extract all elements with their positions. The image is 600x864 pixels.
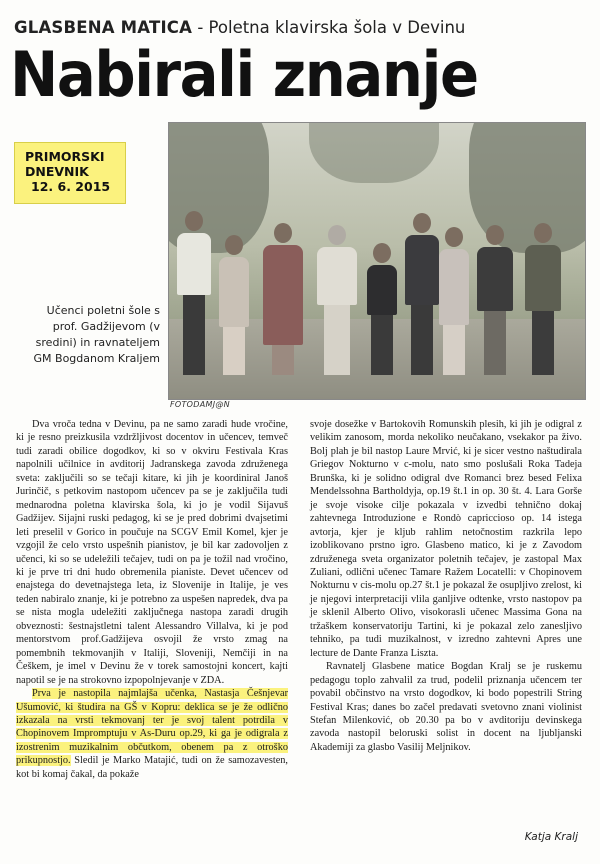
headline: Nabirali znanje — [10, 38, 478, 111]
kicker-line — [14, 18, 465, 37]
source-stamp — [14, 142, 126, 204]
article-author: Katja Kralj — [524, 831, 578, 843]
article-paragraph: Dva vroča tedna v Devinu, pa ne samo zaradi hude vročine, ki je resno preizkusila vzdržljivost docentov in učencev, temveč tudi zaradi obilice dogodkov, ki so v okviru Festivala Kras napolnili učilnice in avditorij Jadranskega zavoda združenega sveta: zaključili so se tečaji kitare, ki jih je koordiniral Janoš Jurinčič, s petkovim nastopom učencev pa se je zaključila tudi mednarodna poletna klavirska šola, ki jo je vodil Sijavuš Gadžijev. Sijajni ruski pedagog, ki se je pred dobrimi dvajsetimi leti preselil v Gorico in poučuje na SCGV Emil Komel, kjer je vzgojil že celo vrsto uspešnih pianistov, je bil kar zadovoljen z učenci, ki so se udeležili tečajev, tudi on pa je tožil nad vročino, ki je prve tri dni hudo obremenila pianiste. Devet učencev od enajstega do devetnajstega leta, iz Slovenije in Italije, je ves teden nabiralo znanje, ki je potrebno za uspešen napredek, dva pa se nista mogla udeležiti zaključnega nastopa zaradi drugih obveznosti: šestnajstletni talent Alessandro Villalva, ki je pod mentorstvom prof.Gadžijeva osvojil že vrsto zmag na pomembnih tekmovanjih v Italiji, Sloveniji, Nemčiji in na Češkem, je imel v Devinu že v torek samostojni koncert, kajti napotil se je na strokovno izpopolnjevanje v ZDA. — [16, 419, 288, 686]
group-photo — [168, 122, 586, 400]
stamp-line2: DNEVNIK — [25, 164, 89, 179]
article-column-right — [310, 418, 582, 754]
article-paragraph — [16, 687, 288, 781]
photo-credit: FOTODAMJ@N — [170, 400, 230, 409]
article-paragraph: svoje dosežke v Bartokovih Romunskih plesih, ki jih je odigral z velikim zanosom, morda nekoliko neučakano, vsekakor pa živo. Bolj plah je bil nastop Laure Mrvić, ki je sicer vestno naštudirala Griegov Nokturno v c-molu, nato smo poslušali Roka Tadeja Brunška, ki je solidno odigral dve Romanci brez besed Felixa Mendelssohna Bartholdyja, op.19 št.1 in op. 30 št. 4. Lara Goršе je svoje visoke cilje pokazala v izvedbi tehnično dokaj zahtevnega Introduzione e Rondò capriccioso op. 14 istega avtorja, kjer je kljub rahlim netočnostim razkrila lepo izoblikovano prstno igro. Glasbeno matico, ki je z Zavodom združenega sveta organizator poletnih tečajev, je zastopal Max Zuliani, odlični učenec Tamare Ražem Locatelli: v Chopinovem Nokturnu v cis-molu op.27 št.1 je pokazal že osupljivo zrelost, ki je njegovi interpretaciji vlila ganljive odtenke, vrsto nastopov pa je sklenil Alberto Olivo, visokorasli učenec Massima Gona na tržaškem konservatoriju Tartini, ki je pokazal zelo zanesljivo tehniko, pa tudi muzikalnost, v izredno zahtevni Apres une lecture de Dante Franza Liszta. — [310, 419, 582, 659]
highlighted-text: Prva je nastopila najmlajša učenka, Nastasja Češnjevar Ušumović, ki študira na GŠ v Kopru: deklica se je že odlično izkazala na vrsti tekmovanj ter je svoj talent potrdila v Chopinovem Impromptuju v As-Duru op.29, ki ga je odigrala z izostrenim muzikalnim občutkom, obenem pa z otroško prikupnostjo. — [16, 688, 288, 767]
article-paragraph: Ravnatelj Glasbene matice Bogdan Kralj se je ruskemu pedagogu toplo zahvalil za trud, podelil priznanja učencem ter povabil občinstvo na vrsto dogodkov, ki bodo popestrili String Festival Kras; danes bo začel predavati svetovno znani violinist Stefan Milenković, ob 20.30 pa bo v avditoriju devinskega zavoda nastopil beloruski solist in docent na ljubljanski Akademiji za glasbo Vasilij Meljnikov. — [310, 661, 582, 753]
kicker-subtitle: - Poletna klavirska šola v Devinu — [192, 18, 466, 37]
stamp-date: 12. 6. 2015 — [31, 179, 111, 194]
article-column-left — [16, 418, 288, 781]
photo-caption: Učenci poletni šole s prof. Gadžijevom (v sredini) in ravnateljem GM Bogdanom Kraljem — [33, 304, 160, 365]
stamp-line1: PRIMORSKI — [25, 149, 105, 164]
article-text: Sledil je Marko Matajić, tudi on že samozavesten, kot bi komaj čakal, da pokaže — [16, 755, 288, 780]
kicker-org: GLASBENA MATICA — [14, 18, 193, 37]
